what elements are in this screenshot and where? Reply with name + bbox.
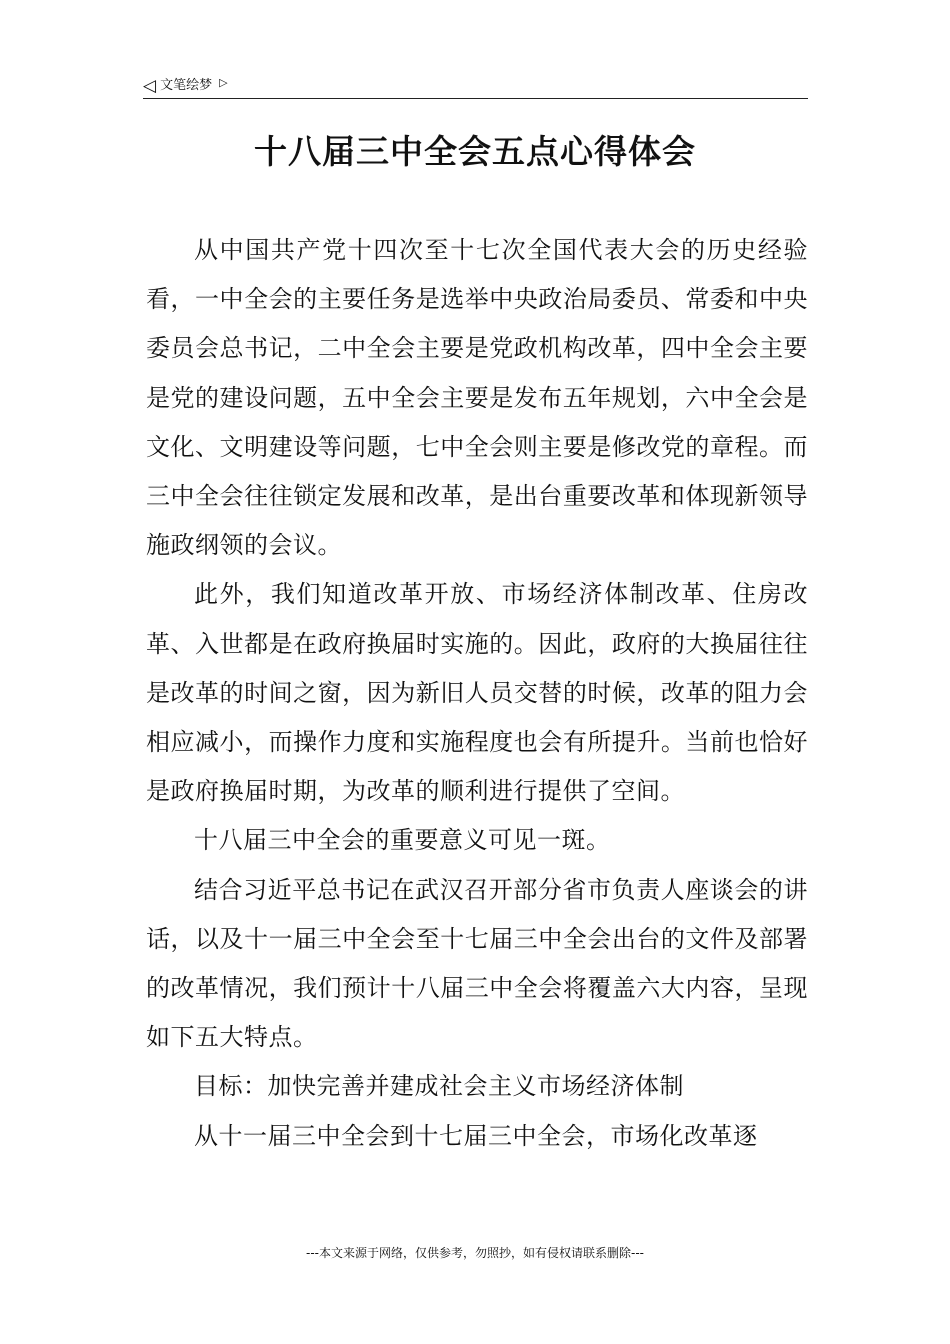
document-title: 十八届三中全会五点心得体会 — [254, 132, 696, 171]
document-body — [146, 226, 808, 1161]
section-heading: 目标：加快完善并建成社会主义市场经济体制 — [194, 1072, 684, 1101]
right-triangle-icon: ▷ — [219, 76, 228, 89]
paragraph: 从中国共产党十四次至十七次全国代表大会的历史经验看，一中全会的主要任务是选举中央政治局委员、常委和中央委员会总书记，二中全会主要是党政机构改革，四中全会主要是党的建设问题，五中全会主要是发布五年规划，六中全会是文化、文明建设等问题，七中全会则主要是修改党的章程。而三中全会往往锁定发展和改革，是出台重要改革和体现新领导施政纲领的会议。 — [146, 236, 808, 560]
page-header — [143, 74, 808, 99]
header-brand: 文笔绘梦 — [160, 78, 213, 93]
paragraph: 此外，我们知道改革开放、市场经济体制改革、住房改革、入世都是在政府换届时实施的。因此，政府的大换届往往是改革的时间之窗，因为新旧人员交替的时候，改革的阻力会相应减小，而操作力度和实施程度也会有所提升。当前也恰好是政府换届时期，为改革的顺利进行提供了空间。 — [146, 580, 808, 806]
paragraph: 十八届三中全会的重要意义可见一斑。 — [194, 826, 611, 855]
paragraph: 结合习近平总书记在武汉召开部分省市负责人座谈会的讲话，以及十一届三中全会至十七届三中全会出台的文件及部署的改革情况，我们预计十八届三中全会将覆盖六大内容，呈现如下五大特点。 — [146, 875, 808, 1052]
footer-disclaimer: ---本文来源于网络，仅供参考，勿照抄，如有侵权请联系删除--- — [306, 1246, 644, 1260]
left-triangle-icon: ◁ — [143, 76, 157, 96]
paragraph: 从十一届三中全会到十七届三中全会，市场化改革逐 — [194, 1121, 758, 1150]
